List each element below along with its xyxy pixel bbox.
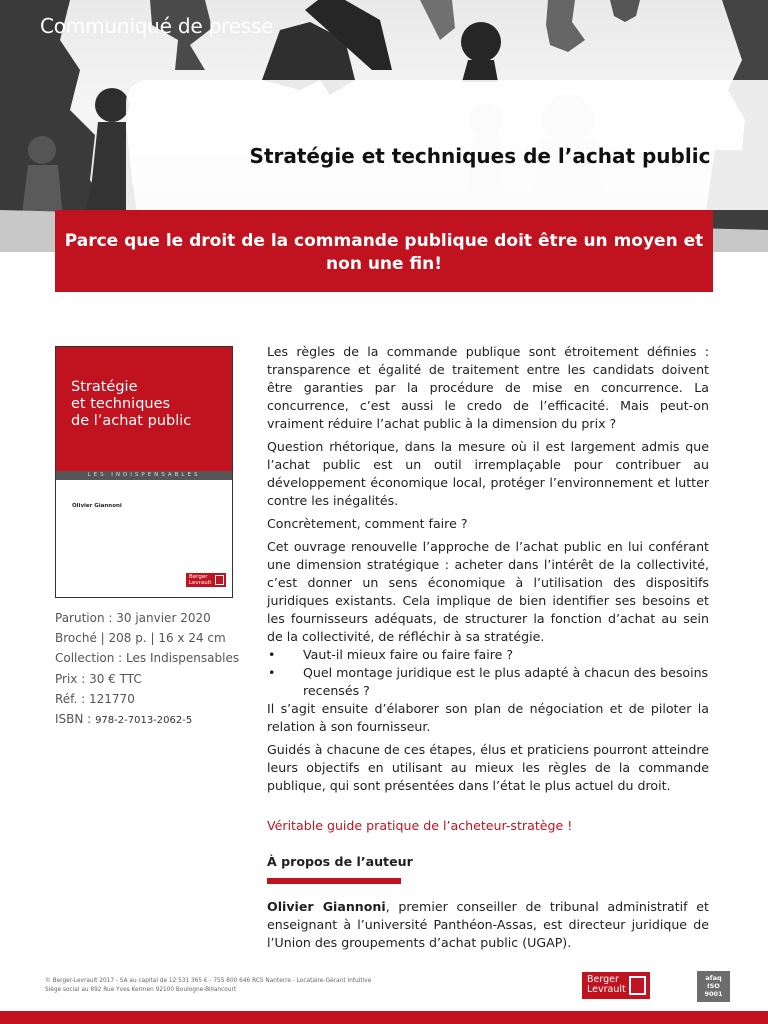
brand-logo-text: Berger Levrault [587, 974, 626, 995]
book-details [55, 608, 245, 729]
info-collection: Collection : Les Indispensables [55, 651, 240, 666]
author-bio-text: , premier conseiller de tribunal administratif et enseignant à l’université Panthéon-Assas, est directeur juridique de l’Union des groupements d’achat public (UGAP). [267, 899, 709, 950]
author-bio [267, 898, 709, 952]
about-author-heading: À propos de l’auteur [267, 854, 413, 869]
afaq-iso-logo [697, 971, 730, 1002]
heading-underline [267, 878, 401, 884]
title-panel [126, 80, 768, 210]
bl-monogram-icon [215, 575, 224, 585]
page-title: Stratégie et techniques de l’achat public [249, 144, 711, 168]
info-format: Broché | 208 p. | 16 x 24 cm [55, 631, 226, 646]
author-name: Olivier Giannoni [267, 899, 386, 914]
info-price: Prix : 30 € TTC [55, 671, 142, 686]
list-item: • Quel montage juridique est le plus adapté à chacun des besoins recensés ? [267, 664, 709, 700]
footer-red-bar [0, 1011, 768, 1024]
body-paragraph-1: Les règles de la commande publique sont étroitement définies : transparence et égalité de traitement entre les candidats doivent être garanties par la procédure de mise en concurrence. La concurrence, c’est aussi le credo de l’efficacité. Mais peut-on vraiment réduire l’achat public à la dimension du prix ? [267, 344, 709, 431]
body-paragraph-3: Concrètement, comment faire ? [267, 516, 468, 531]
info-ref: Réf. : 121770 [55, 691, 135, 706]
highlight-line: Véritable guide pratique de l’acheteur-stratège ! [267, 818, 573, 833]
press-release-label: Communiqué de presse [40, 14, 274, 38]
body-paragraph-4: Cet ouvrage renouvelle l’approche de l’achat public en lui conférant une dimension stratégique : acheter dans l’intérêt de la collectivité, c’est donner un sens économique à l’utilisation des dispositifs juridiques existants. Cela implique de bien identifier ses besoins et les fournisseurs adéquats, de structurer la fonction d’achat au sein de la collectivité, de réfléchir à sa stratégie. [267, 539, 709, 644]
footer-legal [45, 977, 485, 995]
berger-levrault-logo [582, 972, 650, 999]
info-isbn [55, 709, 245, 729]
list-item: • Vaut-il mieux faire ou faire faire ? [267, 646, 709, 664]
isbn-value: 978-2-7013-2062-5 [95, 714, 193, 726]
bl-monogram-icon [629, 976, 646, 995]
isbn-label: ISBN : [55, 711, 92, 726]
body-paragraph-5: Il s’agit ensuite d’élaborer son plan de négociation et de piloter la relation à son fournisseur. [267, 701, 709, 734]
legal-line-2: Siège social au 892 Rue Yves Kermen 92100 Boulogne-Billancourt [45, 987, 237, 993]
tagline-banner: Parce que le droit de la commande publique doit être un moyen et non une fin! [55, 210, 713, 292]
body-paragraph-6: Guidés à chacune de ces étapes, élus et praticiens pourront atteindre leurs objectifs en utilisant au mieux les règles de la commande publique, qui sont présentées dans l’état le plus actuel du droit. [267, 742, 709, 793]
cover-red-block [56, 347, 232, 471]
cover-author: Olivier Giannoni [72, 503, 122, 509]
cover-logo-text: Berger Levrault [189, 574, 212, 586]
press-release-body [267, 343, 709, 952]
body-paragraph-2: Question rhétorique, dans la mesure où il est largement admis que l’achat public est un outil irremplaçable pour contribuer au développement économique local, protéger l’environnement et lutter contre les inégalités. [267, 439, 709, 508]
cover-publisher-logo [186, 573, 226, 587]
cert-logo-text: afaq ISO 9001 [704, 974, 723, 998]
legal-line-1: © Berger-Levrault 2017 - SA au capital de 12 531 365 € - 755 800 646 RCS Nanterre - Locataire-Gérant Intuitive [45, 978, 372, 984]
info-parution: Parution : 30 janvier 2020 [55, 611, 211, 625]
cover-series: LES INDISPENSABLES [56, 471, 232, 480]
question-list [267, 646, 709, 700]
cover-title: Stratégie et techniques de l’achat public [71, 379, 192, 429]
book-cover [55, 346, 233, 598]
